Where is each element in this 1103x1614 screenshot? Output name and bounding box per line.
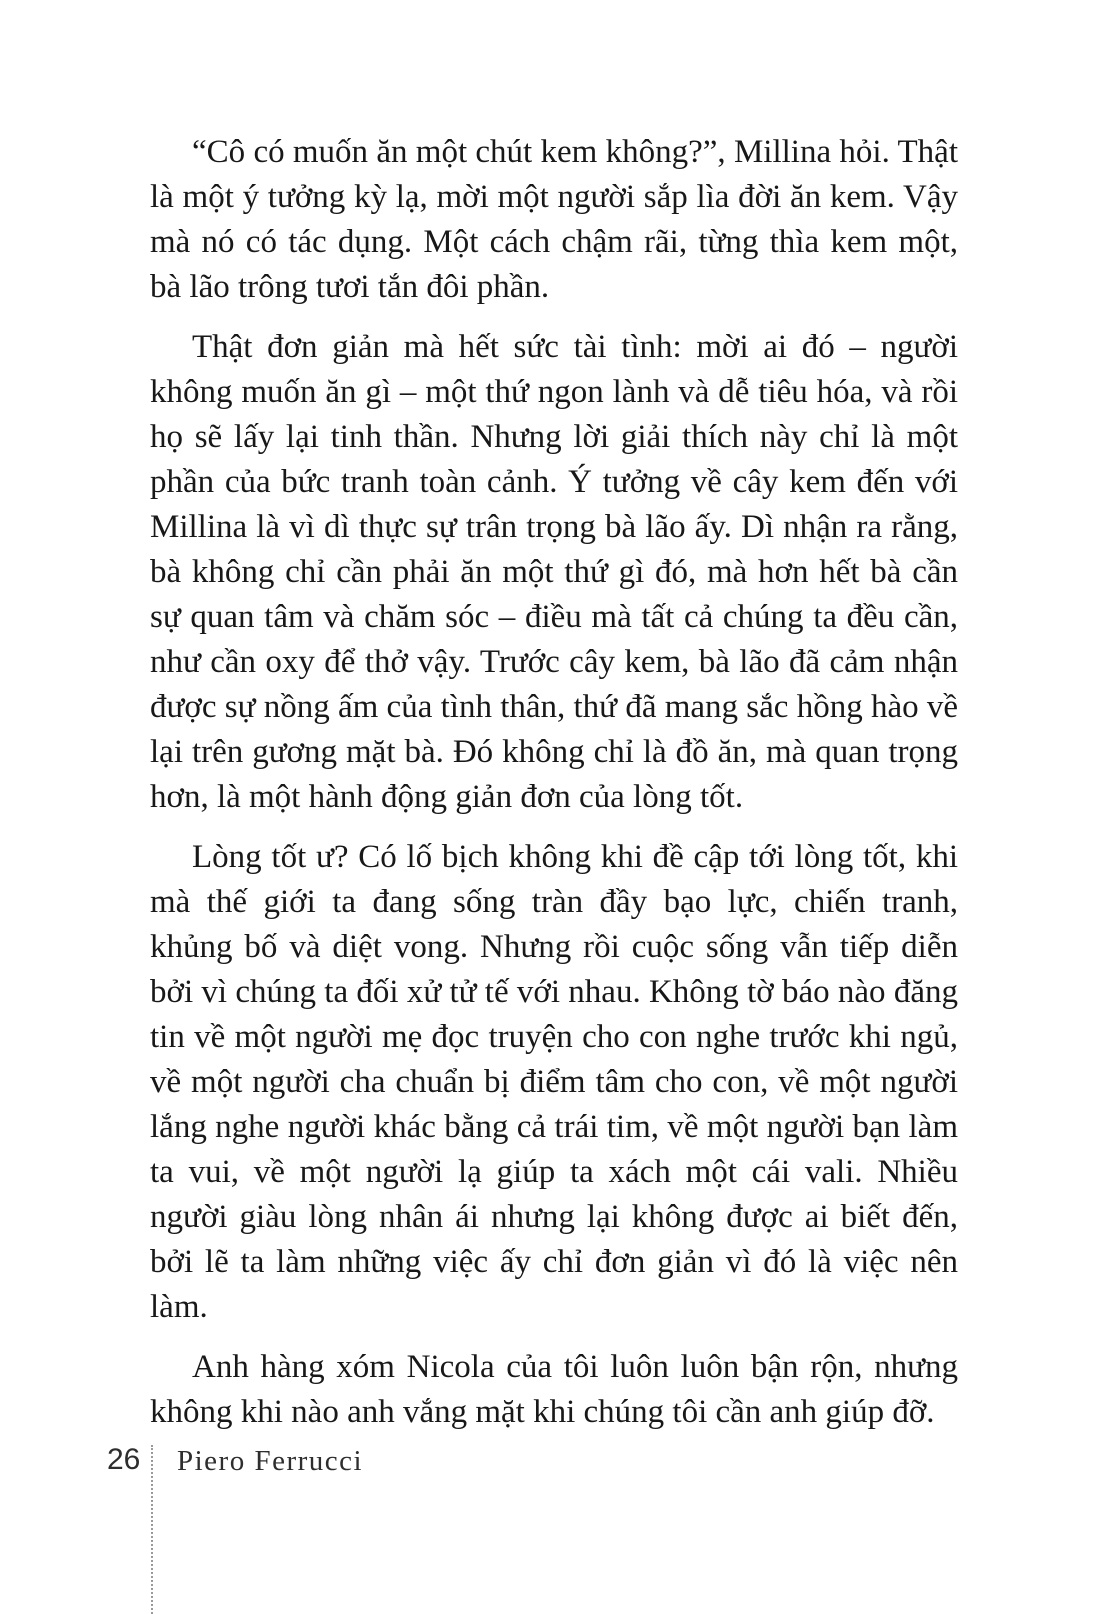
footer-dotted-divider <box>151 1445 153 1614</box>
paragraph: Thật đơn giản mà hết sức tài tình: mời ai đó – người không muốn ăn gì – một thứ ngon lành và dễ tiêu hóa, và rồi họ sẽ lấy lại tinh thần. Nhưng lời giải thích này chỉ là một phần của bức tranh toàn cảnh. Ý tưởng về cây kem đến với Millina là vì dì thực sự trân trọng bà lão ấy. Dì nhận ra rằng, bà không chỉ cần phải ăn một thứ gì đó, mà hơn hết bà cần sự quan tâm và chăm sóc – điều mà tất cả chúng ta đều cần, như cần oxy để thở vậy. Trước cây kem, bà lão đã cảm nhận được sự nồng ấm của tình thân, thứ đã mang sắc hồng hào về lại trên gương mặt bà. Đó không chỉ là đồ ăn, mà quan trọng hơn, là một hành động giản đơn của lòng tốt. <box>150 329 958 815</box>
paragraph: Anh hàng xóm Nicola của tôi luôn luôn bận rộn, nhưng không khi nào anh vắng mặt khi chúng tôi cần anh giúp đỡ. <box>150 1349 958 1430</box>
paragraph: Lòng tốt ư? Có lố bịch không khi đề cập tới lòng tốt, khi mà thế giới ta đang sống tràn đầy bạo lực, chiến tranh, khủng bố và diệt vong. Nhưng rồi cuộc sống vẫn tiếp diễn bởi vì chúng ta đối xử tử tế với nhau. Không tờ báo nào đăng tin về một người mẹ đọc truyện cho con nghe trước khi ngủ, về một người cha chuẩn bị điểm tâm cho con, về một người lắng nghe người khác bằng cả trái tim, về một người bạn làm ta vui, về một người lạ giúp ta xách một cái vali. Nhiều người giàu lòng nhân ái nhưng lại không được ai biết đến, bởi lẽ ta làm những việc ấy chỉ đơn giản vì đó là việc nên làm. <box>150 839 958 1325</box>
paragraph: “Cô có muốn ăn một chút kem không?”, Millina hỏi. Thật là một ý tưởng kỳ lạ, mời một người sắp lìa đời ăn kem. Vậy mà nó có tác dụng. Một cách chậm rãi, từng thìa kem một, bà lão trông tươi tắn đôi phần. <box>150 134 958 305</box>
page-number: 26 <box>107 1443 141 1476</box>
running-footer-author: Piero Ferrucci <box>177 1445 364 1477</box>
body-text <box>150 130 958 1450</box>
